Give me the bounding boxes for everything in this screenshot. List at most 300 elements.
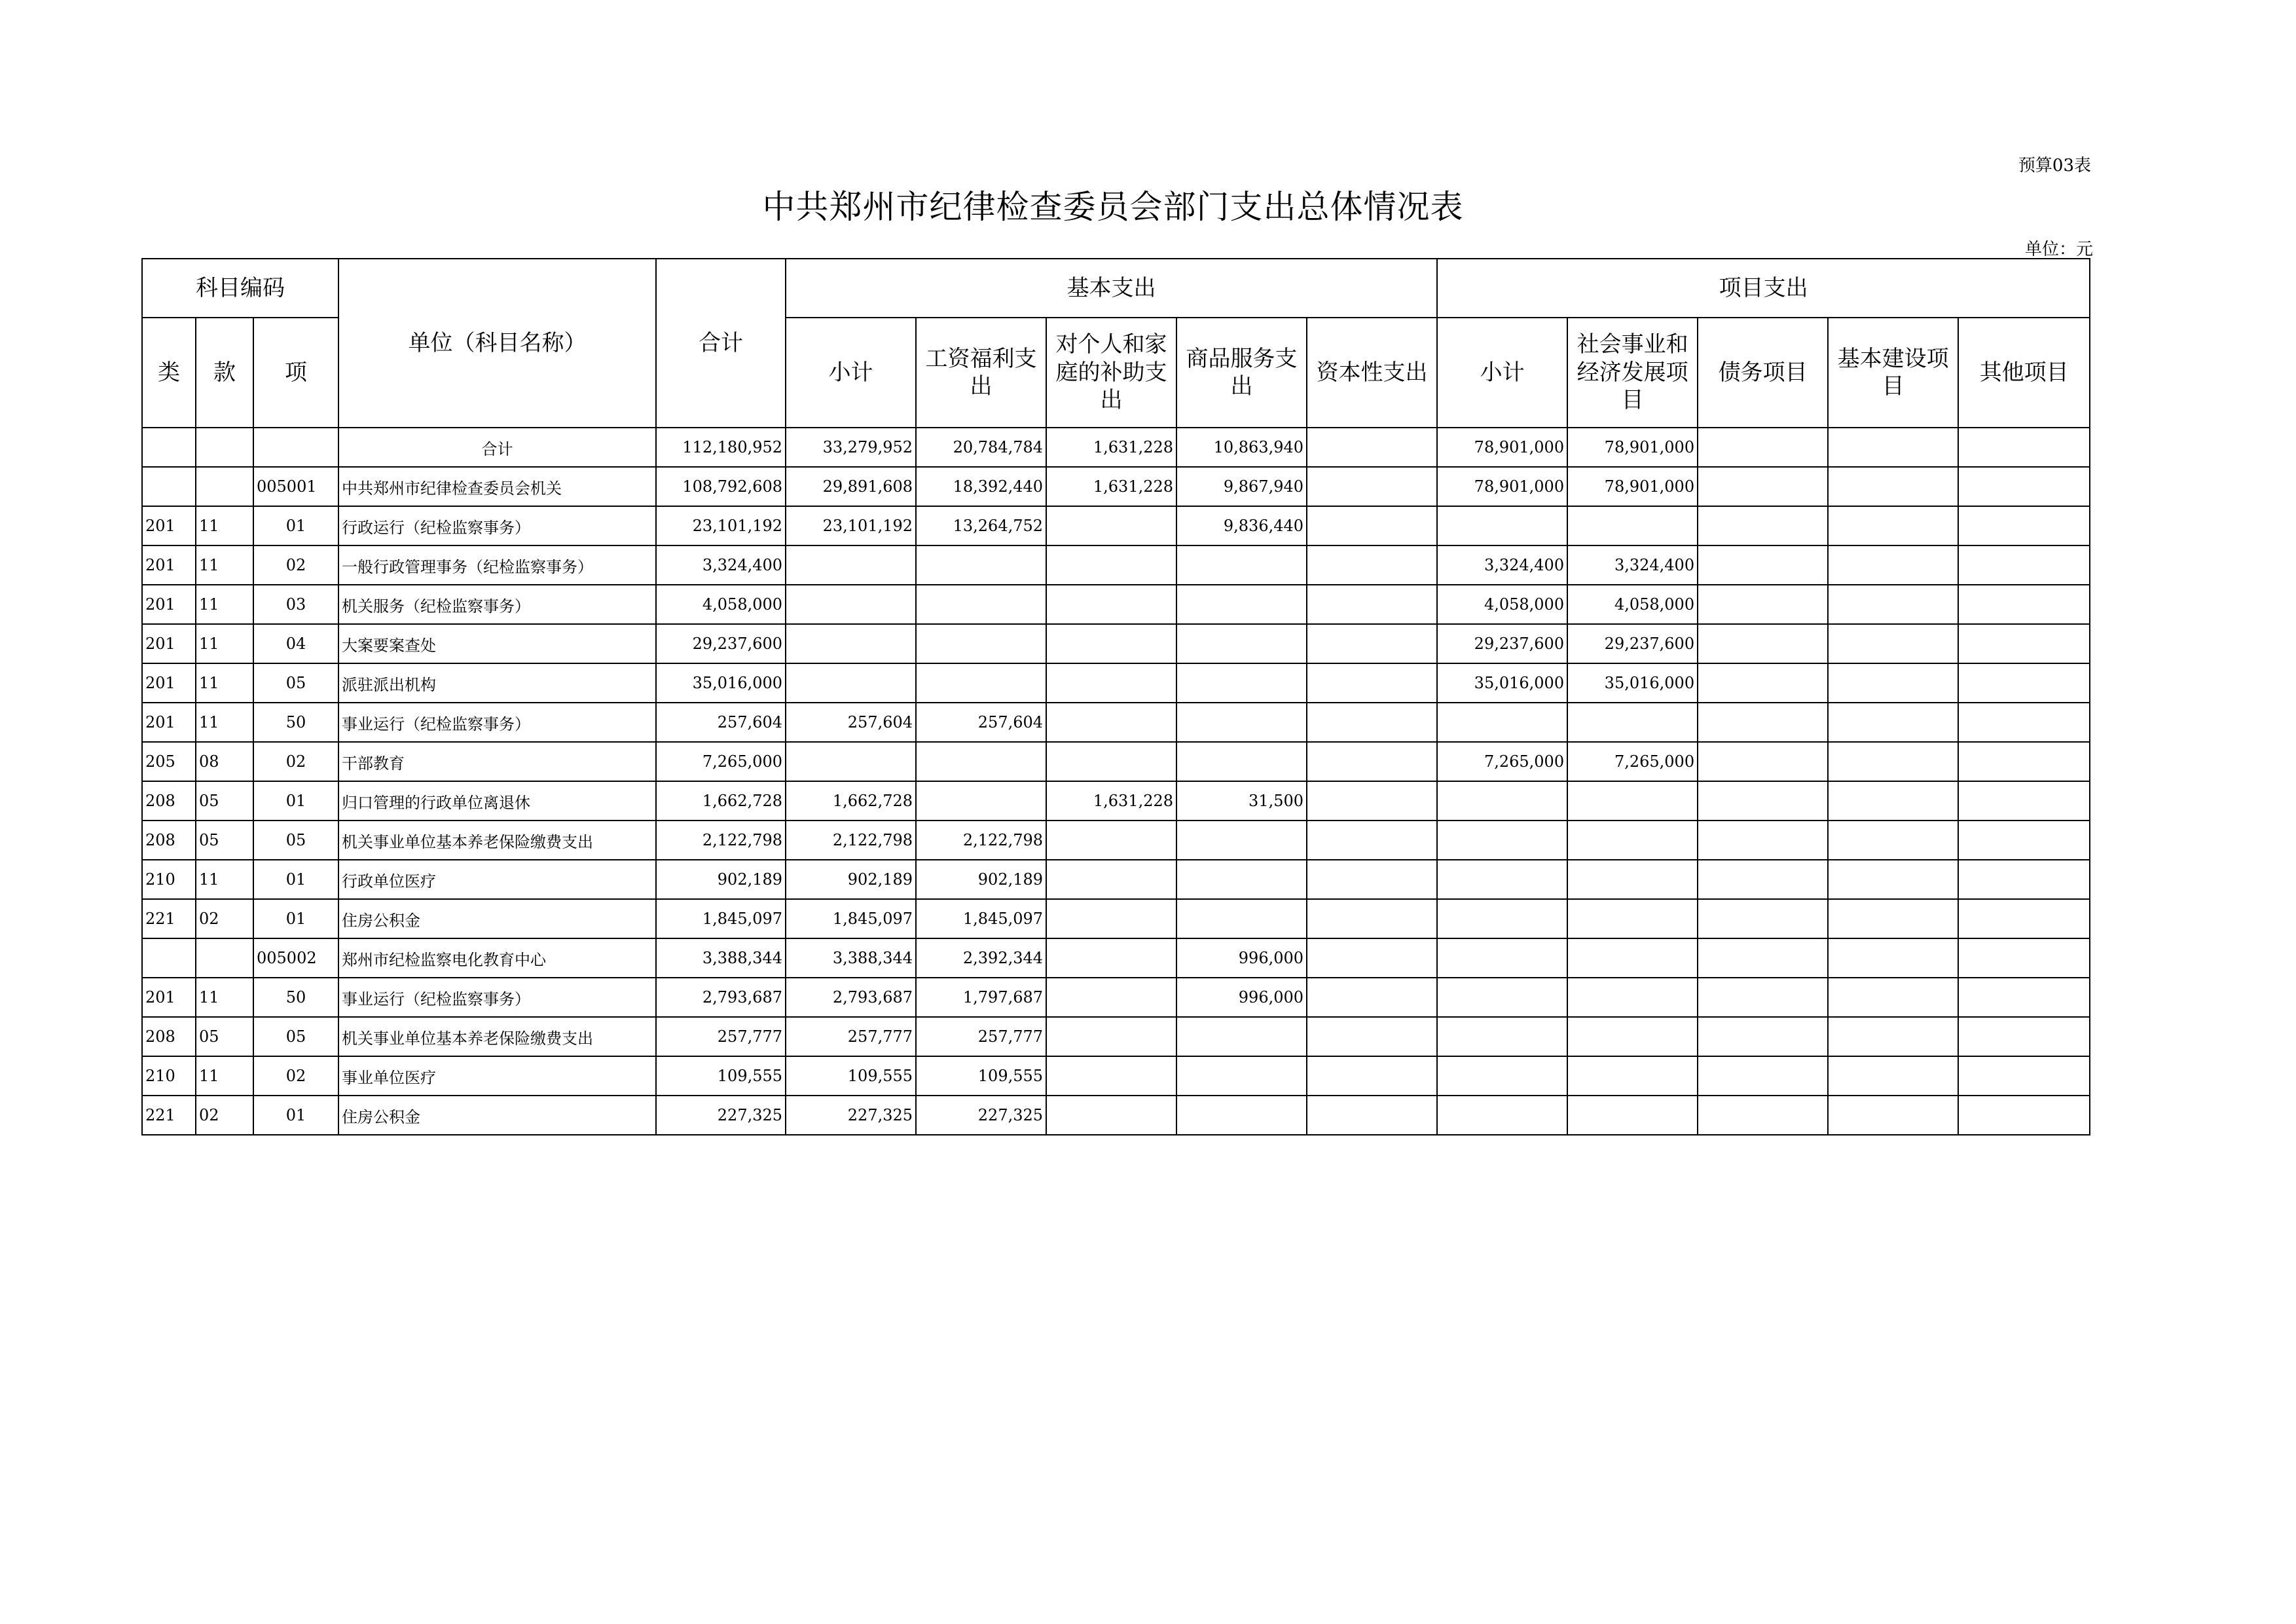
cell-basic-personal — [1046, 585, 1176, 624]
cell-lei: 221 — [142, 899, 196, 938]
cell-basic-capital — [1307, 821, 1437, 860]
cell-name: 机关事业单位基本养老保险缴费支出 — [338, 1017, 656, 1056]
cell-proj-debt — [1698, 545, 1828, 585]
cell-basic-wages — [916, 742, 1046, 781]
cell-xiang: 01 — [253, 899, 338, 938]
cell-proj-social — [1567, 506, 1698, 545]
cell-proj-debt — [1698, 1056, 1828, 1096]
cell-name: 事业单位医疗 — [338, 1056, 656, 1096]
cell-basic-capital — [1307, 938, 1437, 978]
header-basic-wages: 工资福利支出 — [916, 318, 1046, 428]
table-row — [142, 1096, 2090, 1135]
cell-basic-goods: 996,000 — [1176, 938, 1307, 978]
cell-basic-wages — [916, 545, 1046, 585]
cell-total: 23,101,192 — [656, 506, 786, 545]
cell-kuan: 11 — [196, 506, 253, 545]
page-title: 中共郑州市纪律检查委员会部门支出总体情况表 — [762, 188, 1464, 226]
cell-basic-capital — [1307, 585, 1437, 624]
header-proj-social: 社会事业和经济发展项目 — [1567, 318, 1698, 428]
cell-total: 7,265,000 — [656, 742, 786, 781]
cell-proj-other — [1958, 1056, 2090, 1096]
cell-kuan: 11 — [196, 978, 253, 1017]
table-row — [142, 624, 2090, 663]
cell-proj-debt — [1698, 467, 1828, 506]
cell-basic-subtotal — [786, 545, 916, 585]
cell-total: 4,058,000 — [656, 585, 786, 624]
cell-basic-subtotal — [786, 742, 916, 781]
cell-name: 机关服务（纪检监察事务） — [338, 585, 656, 624]
cell-proj-subtotal: 35,016,000 — [1437, 663, 1567, 703]
cell-proj-construction — [1828, 1017, 1958, 1056]
cell-basic-subtotal: 109,555 — [786, 1056, 916, 1096]
cell-proj-construction — [1828, 1096, 1958, 1135]
cell-basic-goods — [1176, 1017, 1307, 1056]
cell-basic-capital — [1307, 899, 1437, 938]
cell-total: 109,555 — [656, 1056, 786, 1096]
cell-name: 事业运行（纪检监察事务） — [338, 703, 656, 742]
cell-proj-social — [1567, 1096, 1698, 1135]
header-proj-debt: 债务项目 — [1698, 318, 1828, 428]
cell-xiang: 50 — [253, 703, 338, 742]
cell-proj-subtotal — [1437, 860, 1567, 899]
cell-proj-debt — [1698, 1017, 1828, 1056]
cell-proj-social — [1567, 1056, 1698, 1096]
cell-proj-construction — [1828, 585, 1958, 624]
cell-proj-debt — [1698, 978, 1828, 1017]
header-proj-construction: 基本建设项目 — [1828, 318, 1958, 428]
cell-name: 中共郑州市纪律检查委员会机关 — [338, 467, 656, 506]
cell-name: 干部教育 — [338, 742, 656, 781]
cell-lei: 205 — [142, 742, 196, 781]
cell-basic-capital — [1307, 428, 1437, 467]
cell-basic-subtotal: 1,662,728 — [786, 781, 916, 821]
cell-proj-construction — [1828, 781, 1958, 821]
cell-basic-goods — [1176, 585, 1307, 624]
cell-proj-other — [1958, 506, 2090, 545]
cell-xiang: 01 — [253, 506, 338, 545]
cell-basic-capital — [1307, 978, 1437, 1017]
cell-proj-other — [1958, 1017, 2090, 1056]
table-row — [142, 978, 2090, 1017]
cell-proj-subtotal: 4,058,000 — [1437, 585, 1567, 624]
cell-kuan: 11 — [196, 545, 253, 585]
cell-proj-subtotal: 29,237,600 — [1437, 624, 1567, 663]
table-row — [142, 428, 2090, 467]
cell-proj-social: 78,901,000 — [1567, 428, 1698, 467]
cell-proj-social: 29,237,600 — [1567, 624, 1698, 663]
cell-proj-debt — [1698, 781, 1828, 821]
cell-kuan: 11 — [196, 585, 253, 624]
cell-proj-social — [1567, 899, 1698, 938]
cell-proj-debt — [1698, 663, 1828, 703]
table-row — [142, 467, 2090, 506]
cell-xiang: 05 — [253, 821, 338, 860]
cell-proj-other — [1958, 624, 2090, 663]
cell-xiang: 01 — [253, 781, 338, 821]
cell-proj-debt — [1698, 821, 1828, 860]
cell-basic-goods — [1176, 821, 1307, 860]
table-row — [142, 781, 2090, 821]
expenditure-table — [141, 258, 2090, 1135]
cell-basic-personal — [1046, 545, 1176, 585]
cell-lei: 201 — [142, 624, 196, 663]
cell-basic-personal — [1046, 899, 1176, 938]
table-row — [142, 860, 2090, 899]
cell-basic-goods — [1176, 663, 1307, 703]
cell-name: 住房公积金 — [338, 899, 656, 938]
cell-basic-personal — [1046, 663, 1176, 703]
cell-proj-debt — [1698, 899, 1828, 938]
cell-xiang: 01 — [253, 1096, 338, 1135]
unit-label: 单位：元 — [2024, 240, 2093, 259]
cell-basic-goods — [1176, 703, 1307, 742]
cell-proj-social — [1567, 821, 1698, 860]
cell-basic-capital — [1307, 545, 1437, 585]
cell-proj-construction — [1828, 624, 1958, 663]
cell-proj-other — [1958, 1096, 2090, 1135]
cell-name: 行政运行（纪检监察事务） — [338, 506, 656, 545]
cell-basic-goods: 9,867,940 — [1176, 467, 1307, 506]
header-name: 单位（科目名称） — [338, 259, 656, 428]
cell-basic-wages: 257,777 — [916, 1017, 1046, 1056]
table-row — [142, 545, 2090, 585]
cell-basic-personal: 1,631,228 — [1046, 467, 1176, 506]
cell-proj-social: 7,265,000 — [1567, 742, 1698, 781]
cell-total: 3,388,344 — [656, 938, 786, 978]
cell-proj-social — [1567, 703, 1698, 742]
cell-kuan: 11 — [196, 1056, 253, 1096]
cell-basic-goods — [1176, 545, 1307, 585]
header-kuan: 款 — [196, 318, 253, 428]
cell-basic-goods — [1176, 1096, 1307, 1135]
cell-proj-construction — [1828, 821, 1958, 860]
cell-proj-debt — [1698, 938, 1828, 978]
cell-kuan: 08 — [196, 742, 253, 781]
cell-basic-personal: 1,631,228 — [1046, 781, 1176, 821]
cell-name: 派驻派出机构 — [338, 663, 656, 703]
table-row — [142, 506, 2090, 545]
cell-basic-goods: 10,863,940 — [1176, 428, 1307, 467]
cell-total: 29,237,600 — [656, 624, 786, 663]
cell-proj-subtotal: 78,901,000 — [1437, 428, 1567, 467]
cell-proj-construction — [1828, 506, 1958, 545]
cell-xiang: 01 — [253, 860, 338, 899]
cell-basic-personal — [1046, 821, 1176, 860]
cell-proj-other — [1958, 585, 2090, 624]
cell-basic-wages — [916, 624, 1046, 663]
cell-basic-wages — [916, 781, 1046, 821]
cell-proj-construction — [1828, 428, 1958, 467]
cell-proj-other — [1958, 821, 2090, 860]
cell-xiang: 50 — [253, 978, 338, 1017]
cell-lei: 208 — [142, 781, 196, 821]
cell-lei: 201 — [142, 703, 196, 742]
cell-lei — [142, 938, 196, 978]
cell-basic-subtotal: 257,604 — [786, 703, 916, 742]
cell-lei — [142, 467, 196, 506]
table-row — [142, 821, 2090, 860]
cell-basic-personal — [1046, 506, 1176, 545]
cell-proj-subtotal — [1437, 978, 1567, 1017]
cell-basic-capital — [1307, 663, 1437, 703]
cell-lei — [142, 428, 196, 467]
header-basic-group: 基本支出 — [786, 259, 1437, 318]
cell-proj-other — [1958, 545, 2090, 585]
cell-basic-personal — [1046, 1096, 1176, 1135]
cell-kuan: 11 — [196, 860, 253, 899]
table-row — [142, 663, 2090, 703]
cell-proj-subtotal: 3,324,400 — [1437, 545, 1567, 585]
cell-total: 3,324,400 — [656, 545, 786, 585]
table-row — [142, 899, 2090, 938]
cell-proj-other — [1958, 781, 2090, 821]
table-row — [142, 585, 2090, 624]
table-row — [142, 938, 2090, 978]
cell-proj-debt — [1698, 428, 1828, 467]
cell-proj-social — [1567, 1017, 1698, 1056]
cell-name: 行政单位医疗 — [338, 860, 656, 899]
table-row — [142, 1056, 2090, 1096]
cell-xiang: 02 — [253, 742, 338, 781]
cell-lei: 201 — [142, 663, 196, 703]
cell-basic-wages: 13,264,752 — [916, 506, 1046, 545]
cell-proj-subtotal — [1437, 506, 1567, 545]
cell-basic-goods — [1176, 860, 1307, 899]
cell-basic-capital — [1307, 1017, 1437, 1056]
cell-xiang: 05 — [253, 1017, 338, 1056]
cell-basic-subtotal — [786, 624, 916, 663]
cell-proj-subtotal: 7,265,000 — [1437, 742, 1567, 781]
cell-basic-wages: 20,784,784 — [916, 428, 1046, 467]
cell-basic-capital — [1307, 467, 1437, 506]
cell-basic-wages — [916, 663, 1046, 703]
cell-proj-social — [1567, 860, 1698, 899]
cell-basic-wages: 257,604 — [916, 703, 1046, 742]
cell-xiang — [253, 428, 338, 467]
cell-kuan: 11 — [196, 703, 253, 742]
cell-xiang: 04 — [253, 624, 338, 663]
cell-xiang: 005001 — [253, 467, 338, 506]
cell-proj-other — [1958, 938, 2090, 978]
cell-basic-personal — [1046, 860, 1176, 899]
cell-basic-capital — [1307, 781, 1437, 821]
cell-name: 一般行政管理事务（纪检监察事务） — [338, 545, 656, 585]
cell-proj-subtotal — [1437, 1056, 1567, 1096]
cell-proj-debt — [1698, 624, 1828, 663]
cell-kuan — [196, 467, 253, 506]
cell-total: 2,793,687 — [656, 978, 786, 1017]
cell-basic-wages: 902,189 — [916, 860, 1046, 899]
cell-basic-wages: 1,797,687 — [916, 978, 1046, 1017]
cell-xiang: 02 — [253, 1056, 338, 1096]
cell-proj-other — [1958, 978, 2090, 1017]
cell-basic-personal — [1046, 978, 1176, 1017]
cell-proj-social: 4,058,000 — [1567, 585, 1698, 624]
cell-xiang: 02 — [253, 545, 338, 585]
cell-total: 35,016,000 — [656, 663, 786, 703]
cell-proj-construction — [1828, 545, 1958, 585]
cell-proj-construction — [1828, 978, 1958, 1017]
cell-basic-capital — [1307, 624, 1437, 663]
cell-lei: 201 — [142, 506, 196, 545]
cell-kuan: 05 — [196, 1017, 253, 1056]
cell-basic-goods — [1176, 624, 1307, 663]
header-proj-subtotal: 小计 — [1437, 318, 1567, 428]
cell-basic-capital — [1307, 703, 1437, 742]
cell-basic-goods — [1176, 742, 1307, 781]
cell-basic-personal — [1046, 742, 1176, 781]
cell-basic-capital — [1307, 860, 1437, 899]
cell-proj-social — [1567, 938, 1698, 978]
cell-basic-personal — [1046, 938, 1176, 978]
cell-proj-other — [1958, 742, 2090, 781]
header-basic-subtotal: 小计 — [786, 318, 916, 428]
cell-proj-other — [1958, 703, 2090, 742]
cell-basic-capital — [1307, 742, 1437, 781]
cell-basic-wages — [916, 585, 1046, 624]
cell-name: 事业运行（纪检监察事务） — [338, 978, 656, 1017]
header-total: 合计 — [656, 259, 786, 428]
cell-xiang: 03 — [253, 585, 338, 624]
cell-proj-subtotal — [1437, 1096, 1567, 1135]
cell-basic-goods — [1176, 1056, 1307, 1096]
cell-basic-goods — [1176, 899, 1307, 938]
cell-basic-capital — [1307, 506, 1437, 545]
cell-kuan: 05 — [196, 781, 253, 821]
cell-basic-subtotal — [786, 585, 916, 624]
cell-proj-other — [1958, 428, 2090, 467]
cell-basic-subtotal: 257,777 — [786, 1017, 916, 1056]
cell-basic-subtotal: 2,122,798 — [786, 821, 916, 860]
cell-basic-goods: 31,500 — [1176, 781, 1307, 821]
cell-proj-construction — [1828, 938, 1958, 978]
cell-name: 合计 — [338, 428, 656, 467]
cell-total: 2,122,798 — [656, 821, 786, 860]
header-proj-other: 其他项目 — [1958, 318, 2090, 428]
header-lei: 类 — [142, 318, 196, 428]
header-basic-capital: 资本性支出 — [1307, 318, 1437, 428]
cell-proj-other — [1958, 663, 2090, 703]
cell-proj-debt — [1698, 742, 1828, 781]
cell-lei: 201 — [142, 978, 196, 1017]
cell-total: 1,662,728 — [656, 781, 786, 821]
table-row — [142, 703, 2090, 742]
cell-xiang: 05 — [253, 663, 338, 703]
cell-name: 郑州市纪检监察电化教育中心 — [338, 938, 656, 978]
cell-kuan: 11 — [196, 624, 253, 663]
cell-proj-subtotal — [1437, 703, 1567, 742]
cell-lei: 221 — [142, 1096, 196, 1135]
header-basic-goods: 商品服务支出 — [1176, 318, 1307, 428]
cell-lei: 201 — [142, 585, 196, 624]
cell-xiang: 005002 — [253, 938, 338, 978]
cell-proj-subtotal — [1437, 899, 1567, 938]
cell-proj-debt — [1698, 860, 1828, 899]
cell-proj-debt — [1698, 1096, 1828, 1135]
cell-proj-other — [1958, 860, 2090, 899]
cell-proj-subtotal — [1437, 781, 1567, 821]
cell-basic-wages: 2,392,344 — [916, 938, 1046, 978]
cell-kuan: 02 — [196, 899, 253, 938]
cell-basic-subtotal: 902,189 — [786, 860, 916, 899]
cell-total: 902,189 — [656, 860, 786, 899]
table-body — [142, 428, 2090, 1135]
cell-basic-wages: 227,325 — [916, 1096, 1046, 1135]
cell-basic-wages: 18,392,440 — [916, 467, 1046, 506]
cell-proj-construction — [1828, 742, 1958, 781]
cell-basic-personal — [1046, 703, 1176, 742]
cell-proj-other — [1958, 467, 2090, 506]
cell-name: 归口管理的行政单位离退休 — [338, 781, 656, 821]
cell-total: 108,792,608 — [656, 467, 786, 506]
cell-lei: 210 — [142, 1056, 196, 1096]
cell-proj-other — [1958, 899, 2090, 938]
cell-basic-wages: 109,555 — [916, 1056, 1046, 1096]
cell-total: 227,325 — [656, 1096, 786, 1135]
cell-proj-subtotal: 78,901,000 — [1437, 467, 1567, 506]
cell-proj-social: 78,901,000 — [1567, 467, 1698, 506]
form-number: 预算03表 — [2018, 156, 2091, 175]
cell-proj-debt — [1698, 585, 1828, 624]
cell-proj-construction — [1828, 860, 1958, 899]
cell-lei: 208 — [142, 821, 196, 860]
cell-name: 大案要案查处 — [338, 624, 656, 663]
header-code-group: 科目编码 — [142, 259, 338, 318]
cell-total: 257,604 — [656, 703, 786, 742]
cell-basic-wages: 2,122,798 — [916, 821, 1046, 860]
header-project-group: 项目支出 — [1437, 259, 2090, 318]
cell-proj-social: 35,016,000 — [1567, 663, 1698, 703]
cell-proj-construction — [1828, 703, 1958, 742]
cell-name: 机关事业单位基本养老保险缴费支出 — [338, 821, 656, 860]
header-basic-personal: 对个人和家庭的补助支出 — [1046, 318, 1176, 428]
cell-kuan: 11 — [196, 663, 253, 703]
cell-basic-wages: 1,845,097 — [916, 899, 1046, 938]
cell-basic-subtotal: 227,325 — [786, 1096, 916, 1135]
cell-basic-subtotal: 33,279,952 — [786, 428, 916, 467]
cell-proj-construction — [1828, 1056, 1958, 1096]
cell-lei: 201 — [142, 545, 196, 585]
cell-kuan — [196, 938, 253, 978]
cell-basic-subtotal: 1,845,097 — [786, 899, 916, 938]
cell-proj-social: 3,324,400 — [1567, 545, 1698, 585]
table-row — [142, 742, 2090, 781]
cell-basic-subtotal: 2,793,687 — [786, 978, 916, 1017]
cell-proj-social — [1567, 978, 1698, 1017]
cell-proj-debt — [1698, 506, 1828, 545]
cell-proj-construction — [1828, 467, 1958, 506]
cell-basic-subtotal: 29,891,608 — [786, 467, 916, 506]
cell-kuan: 05 — [196, 821, 253, 860]
cell-total: 257,777 — [656, 1017, 786, 1056]
cell-proj-subtotal — [1437, 821, 1567, 860]
cell-kuan — [196, 428, 253, 467]
cell-basic-goods: 9,836,440 — [1176, 506, 1307, 545]
cell-basic-personal — [1046, 1056, 1176, 1096]
cell-basic-goods: 996,000 — [1176, 978, 1307, 1017]
cell-proj-construction — [1828, 899, 1958, 938]
cell-proj-debt — [1698, 703, 1828, 742]
cell-total: 112,180,952 — [656, 428, 786, 467]
cell-proj-subtotal — [1437, 1017, 1567, 1056]
cell-basic-capital — [1307, 1096, 1437, 1135]
cell-basic-subtotal: 3,388,344 — [786, 938, 916, 978]
header-xiang: 项 — [253, 318, 338, 428]
cell-lei: 210 — [142, 860, 196, 899]
cell-name: 住房公积金 — [338, 1096, 656, 1135]
cell-kuan: 02 — [196, 1096, 253, 1135]
cell-proj-social — [1567, 781, 1698, 821]
